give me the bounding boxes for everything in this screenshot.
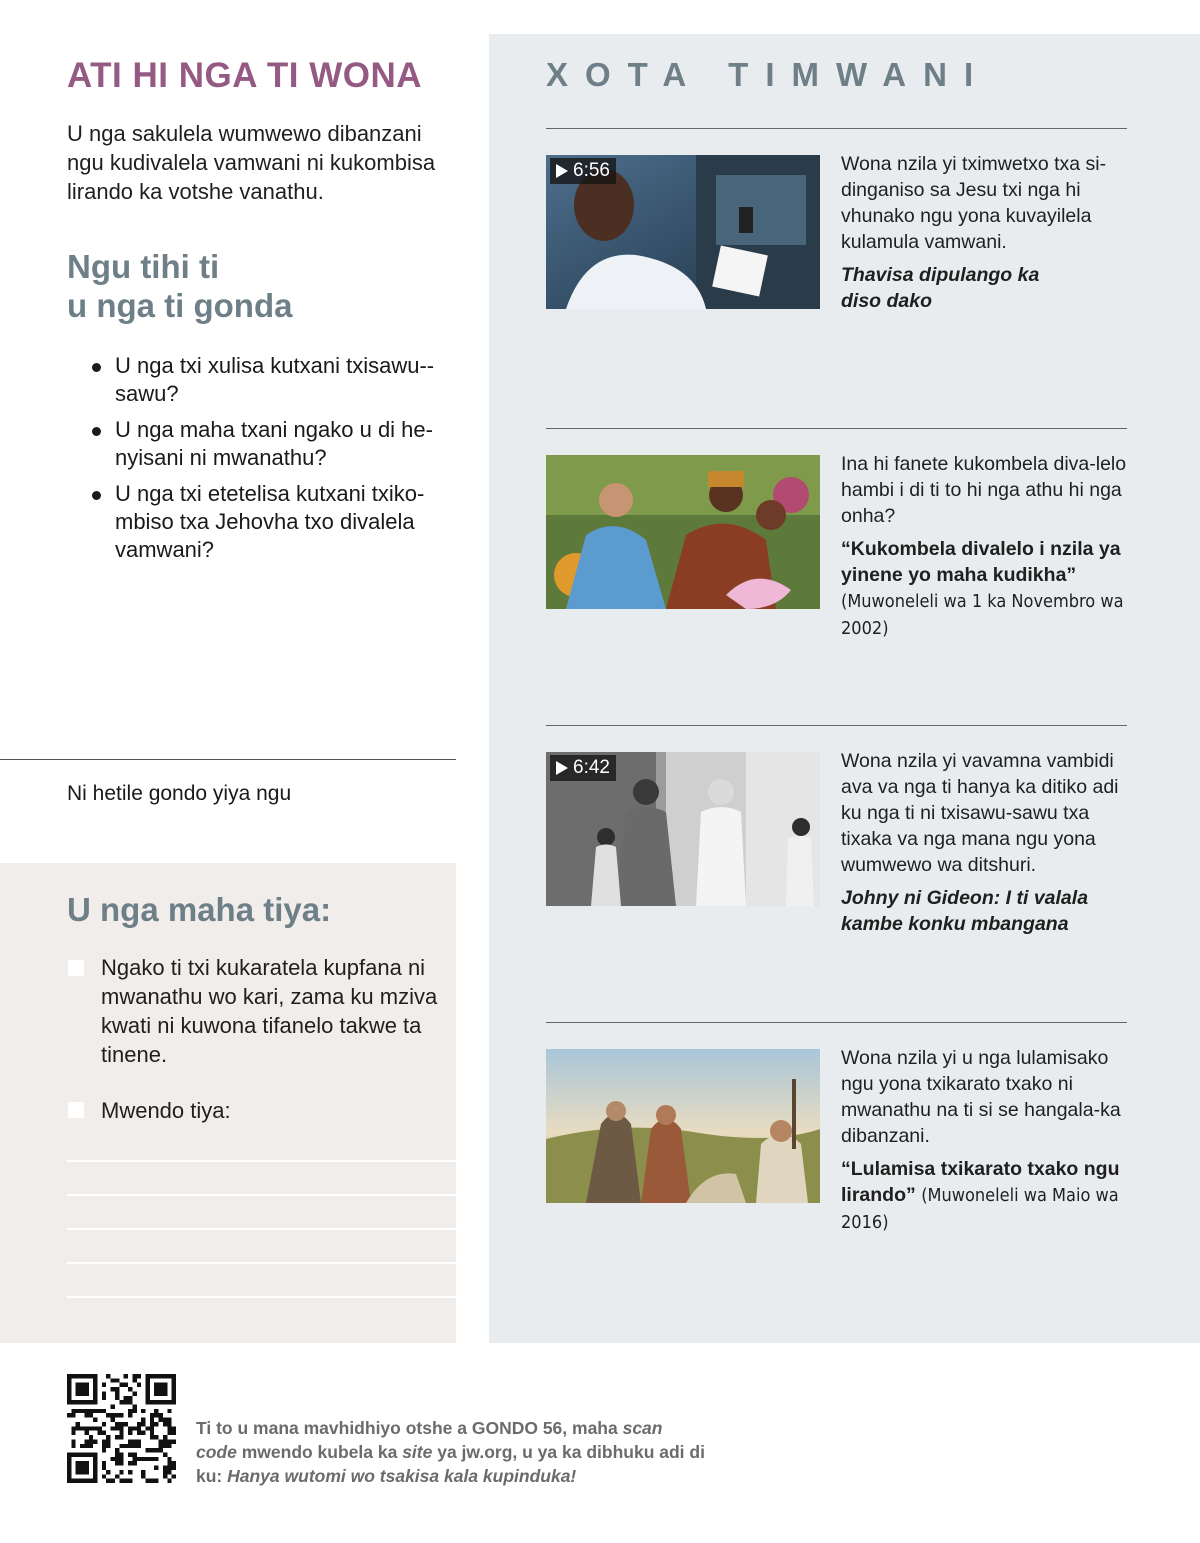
writing-line[interactable] <box>67 1194 456 1196</box>
video-link[interactable]: Johny ni Gideon: I ti valala kambe konku mbangana <box>841 887 1089 935</box>
bullet-icon <box>92 363 101 372</box>
ancient-brothers-image <box>546 1049 820 1203</box>
book-title[interactable]: Hanya wutomi wo tsakisa kala kupinduka! <box>227 1466 577 1486</box>
article-thumbnail[interactable] <box>546 455 820 609</box>
checkbox[interactable] <box>68 1102 84 1118</box>
related-title: XOTA TIMWANI <box>546 56 991 93</box>
question-item: U nga maha txani ngako u di he-nyisani ni mwanathu? <box>67 416 457 472</box>
learn-heading <box>67 247 457 325</box>
question-list <box>67 352 457 572</box>
question-item: U nga txi xulisa kutxani txisawu--sawu? <box>67 352 457 408</box>
writing-line[interactable] <box>67 1296 456 1298</box>
video-thumbnail[interactable] <box>546 752 820 906</box>
play-badge: 6:42 <box>550 755 616 781</box>
video-link[interactable]: Thavisa dipulango ka diso dako <box>841 264 1040 312</box>
article-description: Wona nzila yi u nga lulamisako ngu yona txikarato txako ni mwanathu na ti si se hangala-ka dibanzani. “Lulamisa txikarato txako ngu lirando” (Muwoneleli wa Maio wa 2016) <box>841 1045 1131 1236</box>
writing-line[interactable] <box>67 1228 456 1230</box>
article-thumbnail[interactable] <box>546 1049 820 1203</box>
bullet-icon <box>92 427 101 436</box>
play-badge: 6:56 <box>550 158 616 184</box>
qr-code-graphic <box>67 1374 176 1483</box>
divider <box>0 759 456 760</box>
learn-heading-line1: Ngu tihi ti <box>67 248 220 285</box>
writing-line[interactable] <box>67 1160 456 1162</box>
article-description: Ina hi fanete kukombela diva-lelo hambi i di ti to hi nga athu hi nga onha? “Kukombela divalelo i nzila ya yinene yo maha kudikha” (Muwoneleli wa 1 ka Novembro wa 2002) <box>841 451 1131 642</box>
people-greeting-image <box>546 455 820 609</box>
article-link[interactable]: “Lulamisa txikarato txako ngu lirando” (Muwoneleli wa Maio wa 2016) <box>841 1158 1120 1233</box>
section-title: ATI HI NGA TI WONA <box>67 56 423 95</box>
divider <box>546 128 1127 129</box>
video-thumbnail[interactable] <box>546 155 820 309</box>
bullet-icon <box>92 491 101 500</box>
article-link[interactable]: “Kukombela divalelo i nzila ya yinene yo maha kudikha” (Muwoneleli wa 1 ka Novembro wa 2002) <box>841 538 1124 639</box>
video-description: Wona nzila yi vavamna vambidi ava va nga ti hanya ka ditiko adi ku nga ti ni txisawu-sawu txa tixaka va nga mana ngu yona wumwewo wa ditshuri. Johny ni Gideon: I ti valala kambe konku mbangana <box>841 750 1119 935</box>
play-icon <box>556 761 568 775</box>
learn-heading-line2: u nga ti gonda <box>67 287 293 324</box>
article-citation: (Muwoneleli wa Maio wa 2016) <box>841 1185 1119 1233</box>
try-item: Mwendo tiya: <box>101 1098 231 1123</box>
try-heading: U nga maha tiya: <box>67 891 332 928</box>
writing-line[interactable] <box>67 1262 456 1264</box>
video-description: Wona nzila yi tximwetxo txa si-dinganiso sa Jesu txi nga hi vhunako ngu yona kuvayilela kulamula vamwani. Thavisa dipulango ka diso dako <box>841 153 1107 312</box>
divider <box>546 725 1127 726</box>
divider <box>546 1022 1127 1023</box>
footer-note: Ti to u mana mavhidhiyo otshe a GONDO 56, maha scan code mwendo kubela ka site ya jw.org, u ya ka dibhuku adi di ku: Hanya wutomi wo tsakisa kala kupinduka! <box>196 1418 705 1486</box>
play-icon <box>556 164 568 178</box>
question-item: U nga txi etetelisa kutxani txiko-mbiso txa Jehovha txo divalela vamwani? <box>67 480 457 564</box>
checkbox[interactable] <box>68 960 84 976</box>
divider <box>546 428 1127 429</box>
article-citation: (Muwoneleli wa 1 ka Novembro wa 2002) <box>841 591 1124 639</box>
try-item: Ngako ti txi kukaratela kupfana ni mwanathu wo kari, zama ku mziva kwati ni kuwona tifanelo takwe ta tinene. <box>101 955 438 1067</box>
qr-code-icon[interactable] <box>67 1374 176 1483</box>
learned-label: Ni hetile gondo yiya ngu <box>67 782 292 805</box>
intro-text: U nga sakulela wumwewo dibanzani ngu kudivalela vamwani ni kukombisa lirando ka votshe vanathu. <box>67 121 436 204</box>
